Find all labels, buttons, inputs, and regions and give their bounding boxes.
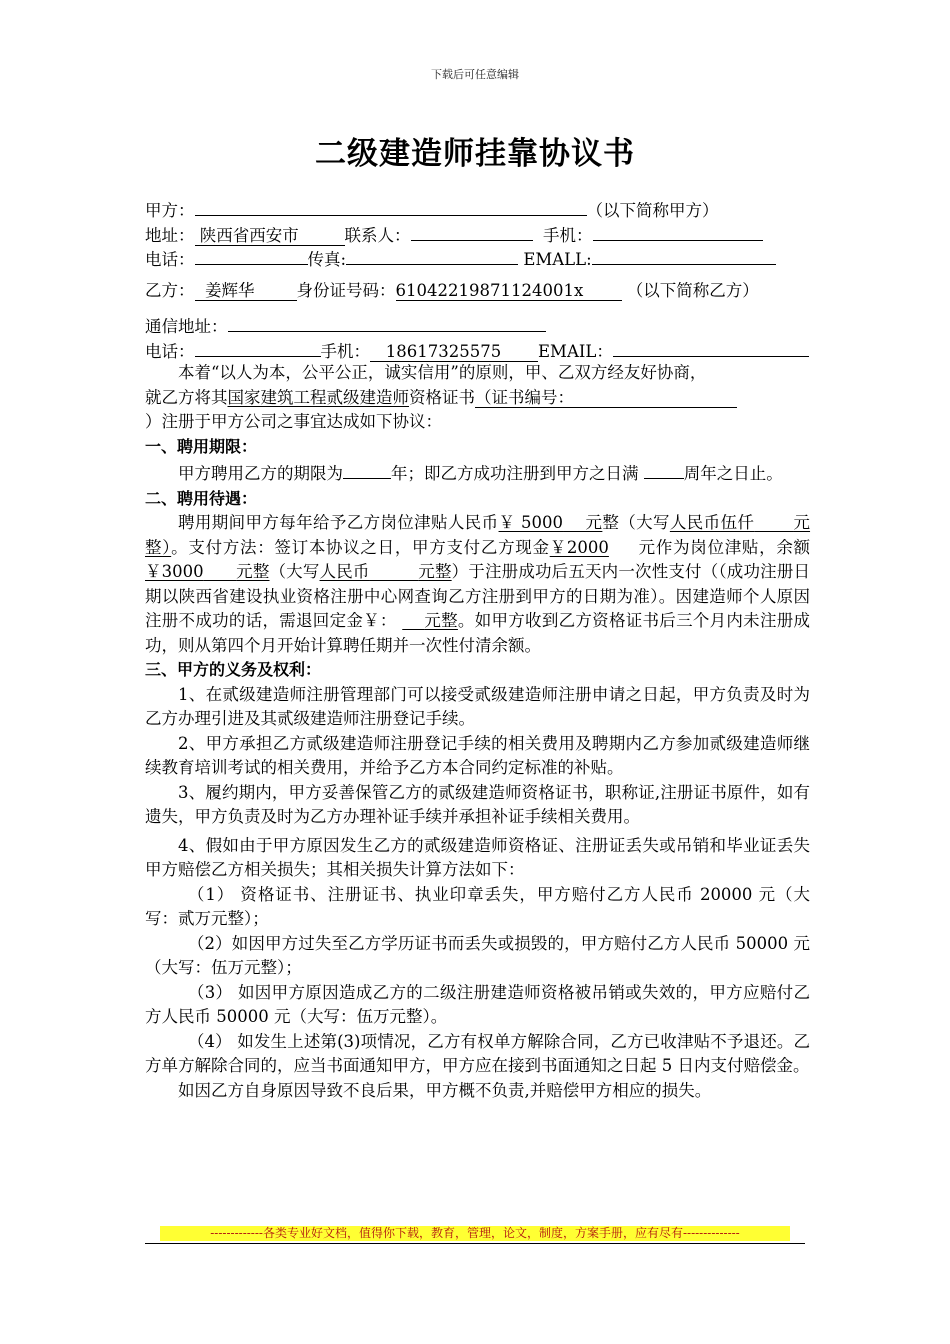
intro-text-1: 本着“以人为本，公平公正，诚实信用”的原则，甲、乙双方经友好协商， xyxy=(178,363,707,382)
address-label: 地址： xyxy=(145,225,195,245)
party-a-blank xyxy=(195,196,587,216)
party-b-phone-line xyxy=(145,337,810,362)
party-a-suffix: （以下简称甲方） xyxy=(586,201,719,220)
s2-text-n: 个月开始计算聘任期并一次性付清余额。 xyxy=(244,635,541,655)
term-years-blank xyxy=(343,459,391,479)
s2-text-c: 。支付方法：签订本协议之日，甲方支付乙方现金 xyxy=(171,537,550,557)
s2-text-m: 。如甲方收到乙方资格证书后三个月内未注册成功，则从第四 xyxy=(145,611,811,655)
intro-text-3: ）注册于甲方公司之事宜达成如下协议： xyxy=(145,412,442,431)
b-email-label: EMAIL： xyxy=(538,341,613,361)
s3-item-4-2: （2）如因甲方过失至乙方学历证书而丢失或损毁的，甲方赔付乙方人民币 50000 元（大写：伍万元整）； xyxy=(145,933,810,977)
s2-text-f: （大写 xyxy=(269,562,320,581)
party-a-address-line xyxy=(145,221,810,246)
annual-allowance-amount: ￥ 5000 xyxy=(498,513,564,532)
id-blank xyxy=(396,281,622,301)
deposit xyxy=(402,611,458,630)
b-mobile-label: 手机： xyxy=(320,341,370,361)
email-label: EMALL: xyxy=(523,250,592,269)
certificate-type: 国家建筑工程贰级建造师 xyxy=(227,387,409,407)
s2-text-a: 聘用期间甲方每年给予乙方岗位津贴人民币 xyxy=(178,513,499,532)
phone-blank xyxy=(195,245,308,265)
b-phone-label: 电话： xyxy=(145,341,195,361)
party-b-name-blank xyxy=(195,281,297,301)
party-b-line xyxy=(145,279,810,304)
section-2-heading: 二、聘用待遇： xyxy=(145,488,258,508)
upper-amount: 伍仟 xyxy=(720,513,755,532)
balance xyxy=(145,562,270,581)
intro-text-2c: 资格证书 xyxy=(409,387,475,407)
intro-line-1 xyxy=(145,361,810,386)
address-value: 陕西省西安市 xyxy=(199,225,299,245)
mail-address-label: 通信地址： xyxy=(145,317,228,336)
phone-label: 电话： xyxy=(145,250,195,269)
s3-item-4-1: （1） 资格证书、注册证书、执业印章丢失，甲方赔付乙方人民币 20000 元（大写：贰万元整）； xyxy=(145,884,810,928)
s2-text-k: 金￥： xyxy=(346,611,397,630)
email-blank xyxy=(592,245,776,265)
fax-label: 传真: xyxy=(307,250,347,269)
intro-line-2 xyxy=(145,386,810,411)
intro-text-2a: 就乙方将其 xyxy=(145,387,228,407)
party-a-line xyxy=(145,196,810,221)
s1-text-b: 年；即乙方成功注册到甲方之日满 xyxy=(391,464,639,483)
id-value: 61042219871124001x xyxy=(395,280,584,300)
term-full-years-blank xyxy=(644,459,684,479)
b-email-blank xyxy=(613,337,809,357)
balance-upper-unit: 元整 xyxy=(418,562,452,581)
section-1-heading: 一、聘用期限： xyxy=(145,436,258,456)
contact-label: 联系人： xyxy=(344,225,411,245)
mobile-label: 手机： xyxy=(543,225,593,245)
document-title: 二级建造师挂靠协议书 xyxy=(315,136,635,172)
header-note: 下载后可任意编辑 xyxy=(431,68,519,81)
s1-text-d: 之日止。 xyxy=(716,464,783,483)
balance-unit: 元整 xyxy=(236,562,270,581)
b-mobile-value: 18617325575 xyxy=(385,341,502,361)
mobile-blank xyxy=(593,221,763,241)
s3-item-4: 4、假如由于甲方原因发生乙方的贰级建造师资格证、注册证丢失或吊销和毕业证丢失甲方赔偿乙方相关损失；其相关损失计算方法如下： xyxy=(145,835,810,879)
b-phone-blank xyxy=(195,337,321,357)
annual-allowance xyxy=(499,513,603,532)
balance-upper xyxy=(320,562,452,581)
section-2-text xyxy=(145,511,810,658)
s1-text-a: 甲方聘用乙方的期限为 xyxy=(178,464,343,483)
s3-item-2: 2、甲方承担乙方贰级建造师注册登记手续的相关费用及聘期内乙方参加贰级建造师继续教育培训考试的相关费用，并给予乙方本合同约定标准的补贴。 xyxy=(145,733,810,777)
deposit-unit: 元整 xyxy=(424,611,458,630)
intro-line-3 xyxy=(145,410,810,435)
s2-text-h: ）于注册成功 xyxy=(451,562,552,581)
party-b-label: 乙方： xyxy=(145,280,195,300)
upper-unit: 元整） xyxy=(145,513,811,557)
s3-item-4-3: （3） 如因甲方原因造成乙方的二级注册建造师资格被吊销或失效的，甲方应赔付乙方人民币 50000 元（大写：伍万元整）。 xyxy=(145,982,810,1026)
s2-text-i: 后五天内一次性支付（（成功注册日期以陕西省建设执业资格注册中心网查询 xyxy=(145,562,810,606)
initial-payment: ￥2000 xyxy=(549,537,609,557)
party-b-name: 姜辉华 xyxy=(205,280,255,300)
b-mobile-blank xyxy=(370,342,538,362)
s1-text-c: 周年 xyxy=(683,464,717,483)
mail-address-line xyxy=(145,312,810,337)
party-a-label: 甲方： xyxy=(145,201,195,220)
upper-currency: 人民币 xyxy=(669,513,721,532)
s2-text-d: 元作为岗位津贴，余额 xyxy=(638,537,811,557)
party-a-phone-line xyxy=(145,245,810,270)
s2-text-j: 乙方注册到甲方的日期为准）。因建造师个人原因注册不成功的话，需退回定 xyxy=(145,586,811,630)
s3-item-3: 3、履约期内，甲方妥善保管乙方的贰级建造师资格证书，职称证,注册证书原件，如有遗失，甲方负责及时为乙方办理补证手续并承担补证手续相关费用。 xyxy=(145,782,810,826)
annual-allowance-unit: 元 xyxy=(585,513,603,532)
balance-upper-currency: 人民币 xyxy=(319,562,370,581)
certificate-number-blank xyxy=(475,388,737,408)
id-label: 身份证号码： xyxy=(296,280,396,300)
document-body xyxy=(145,196,810,1103)
party-b-suffix: （以下简称乙方） xyxy=(626,280,759,300)
s3-item-4-4: （4） 如发生上述第(3)项情况，乙方有权单方解除合同，乙方已收津贴不予退还。乙方单方解除合同的，应当书面通知甲方，甲方应在接到书面通知之日起 5 日内支付赔偿金。 xyxy=(145,1031,810,1075)
contact-blank xyxy=(411,221,533,241)
balance-amount: ￥3000 xyxy=(145,562,204,581)
mail-address-blank xyxy=(228,312,546,332)
section-1-text xyxy=(145,459,810,487)
fax-blank xyxy=(346,245,518,265)
s2-text-b: 整（大写 xyxy=(602,513,670,532)
footer-divider xyxy=(145,1243,805,1244)
s3-item-5: 如因乙方自身原因导致不良后果，甲方概不负责,并赔偿甲方相应的损失。 xyxy=(178,1080,712,1100)
s3-item-1: 1、在贰级建造师注册管理部门可以接受贰级建造师注册申请之日起，甲方负责及时为乙方办理引进及其贰级建造师注册登记手续。 xyxy=(145,684,810,728)
certificate-number-label: （证书编号： xyxy=(475,387,574,407)
address-blank xyxy=(195,226,345,246)
footer-banner: -------------各类专业好文档，值得你下载，教育，管理，论文，制度，方案手册，应有尽有-------------- xyxy=(160,1226,790,1241)
section-3-heading: 三、甲方的义务及权利： xyxy=(145,660,322,679)
